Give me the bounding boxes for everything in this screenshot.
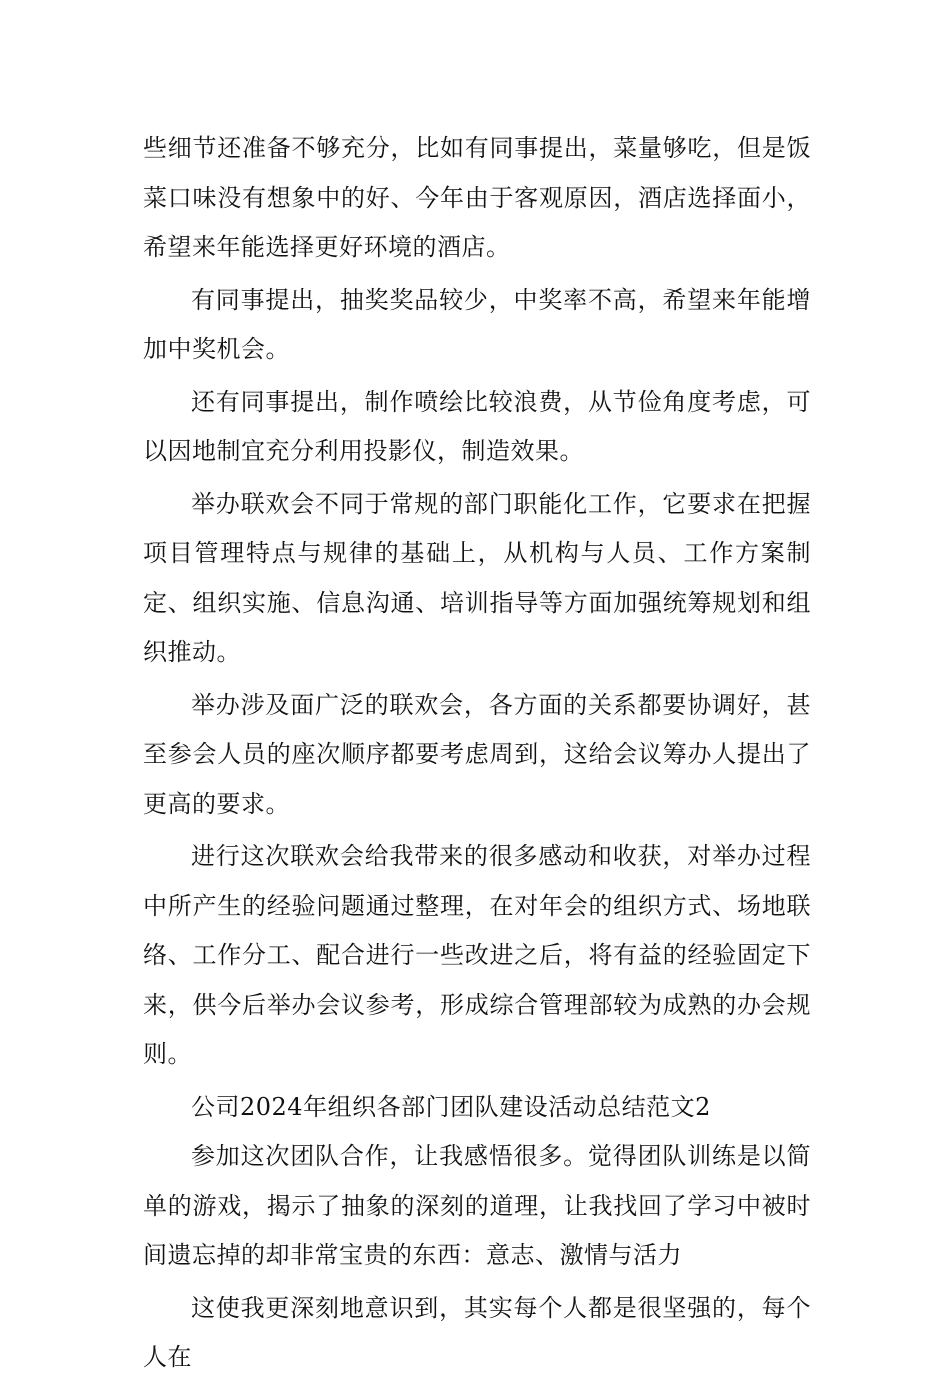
paragraph-team-reflection: 参加这次团队合作，让我感悟很多。觉得团队训练是以简单的游戏，揭示了抽象的深刻的道理，让我找回了学习中被时间遗忘掉的却非常宝贵的东西：意志、激情与活力 <box>143 1142 811 1269</box>
paragraph-realization: 这使我更深刻地意识到，其实每个人都是很坚强的，每个人在 <box>143 1293 811 1371</box>
section-heading: 公司2024年组织各部门团队建设活动总结范文2 <box>191 1092 711 1121</box>
paragraph-prize-feedback: 有同事提出，抽奖奖品较少，中奖率不高，希望来年能增加中奖机会。 <box>143 285 811 363</box>
paragraph-experience: 进行这次联欢会给我带来的很多感动和收获，对举办过程中所产生的经验问题通过整理，在对年会的组织方式、场地联络、工作分工、配合进行一些改进之后，将有益的经验固定下来，供今后举办会议参考，形成综合管理部较为成熟的办会规则。 <box>143 842 811 1068</box>
document-body <box>143 124 811 1383</box>
paragraph-printing-feedback: 还有同事提出，制作喷绘比较浪费，从节俭角度考虑，可以因地制宜充分利用投影仪，制造效果。 <box>143 387 811 465</box>
paragraph-coordination: 举办涉及面广泛的联欢会，各方面的关系都要协调好，甚至参会人员的座次顺序都要考虑周到，这给会议筹办人提出了更高的要求。 <box>143 690 811 818</box>
paragraph-organization: 举办联欢会不同于常规的部门职能化工作，它要求在把握项目管理特点与规律的基础上，从机构与人员、工作方案制定、组织实施、信息沟通、培训指导等方面加强统筹规划和组织推动。 <box>143 489 811 666</box>
paragraph-continuation: 些细节还准备不够充分，比如有同事提出，菜量够吃，但是饭菜口味没有想象中的好、今年由于客观原因，酒店选择面小，希望来年能选择更好环境的酒店。 <box>143 134 811 261</box>
